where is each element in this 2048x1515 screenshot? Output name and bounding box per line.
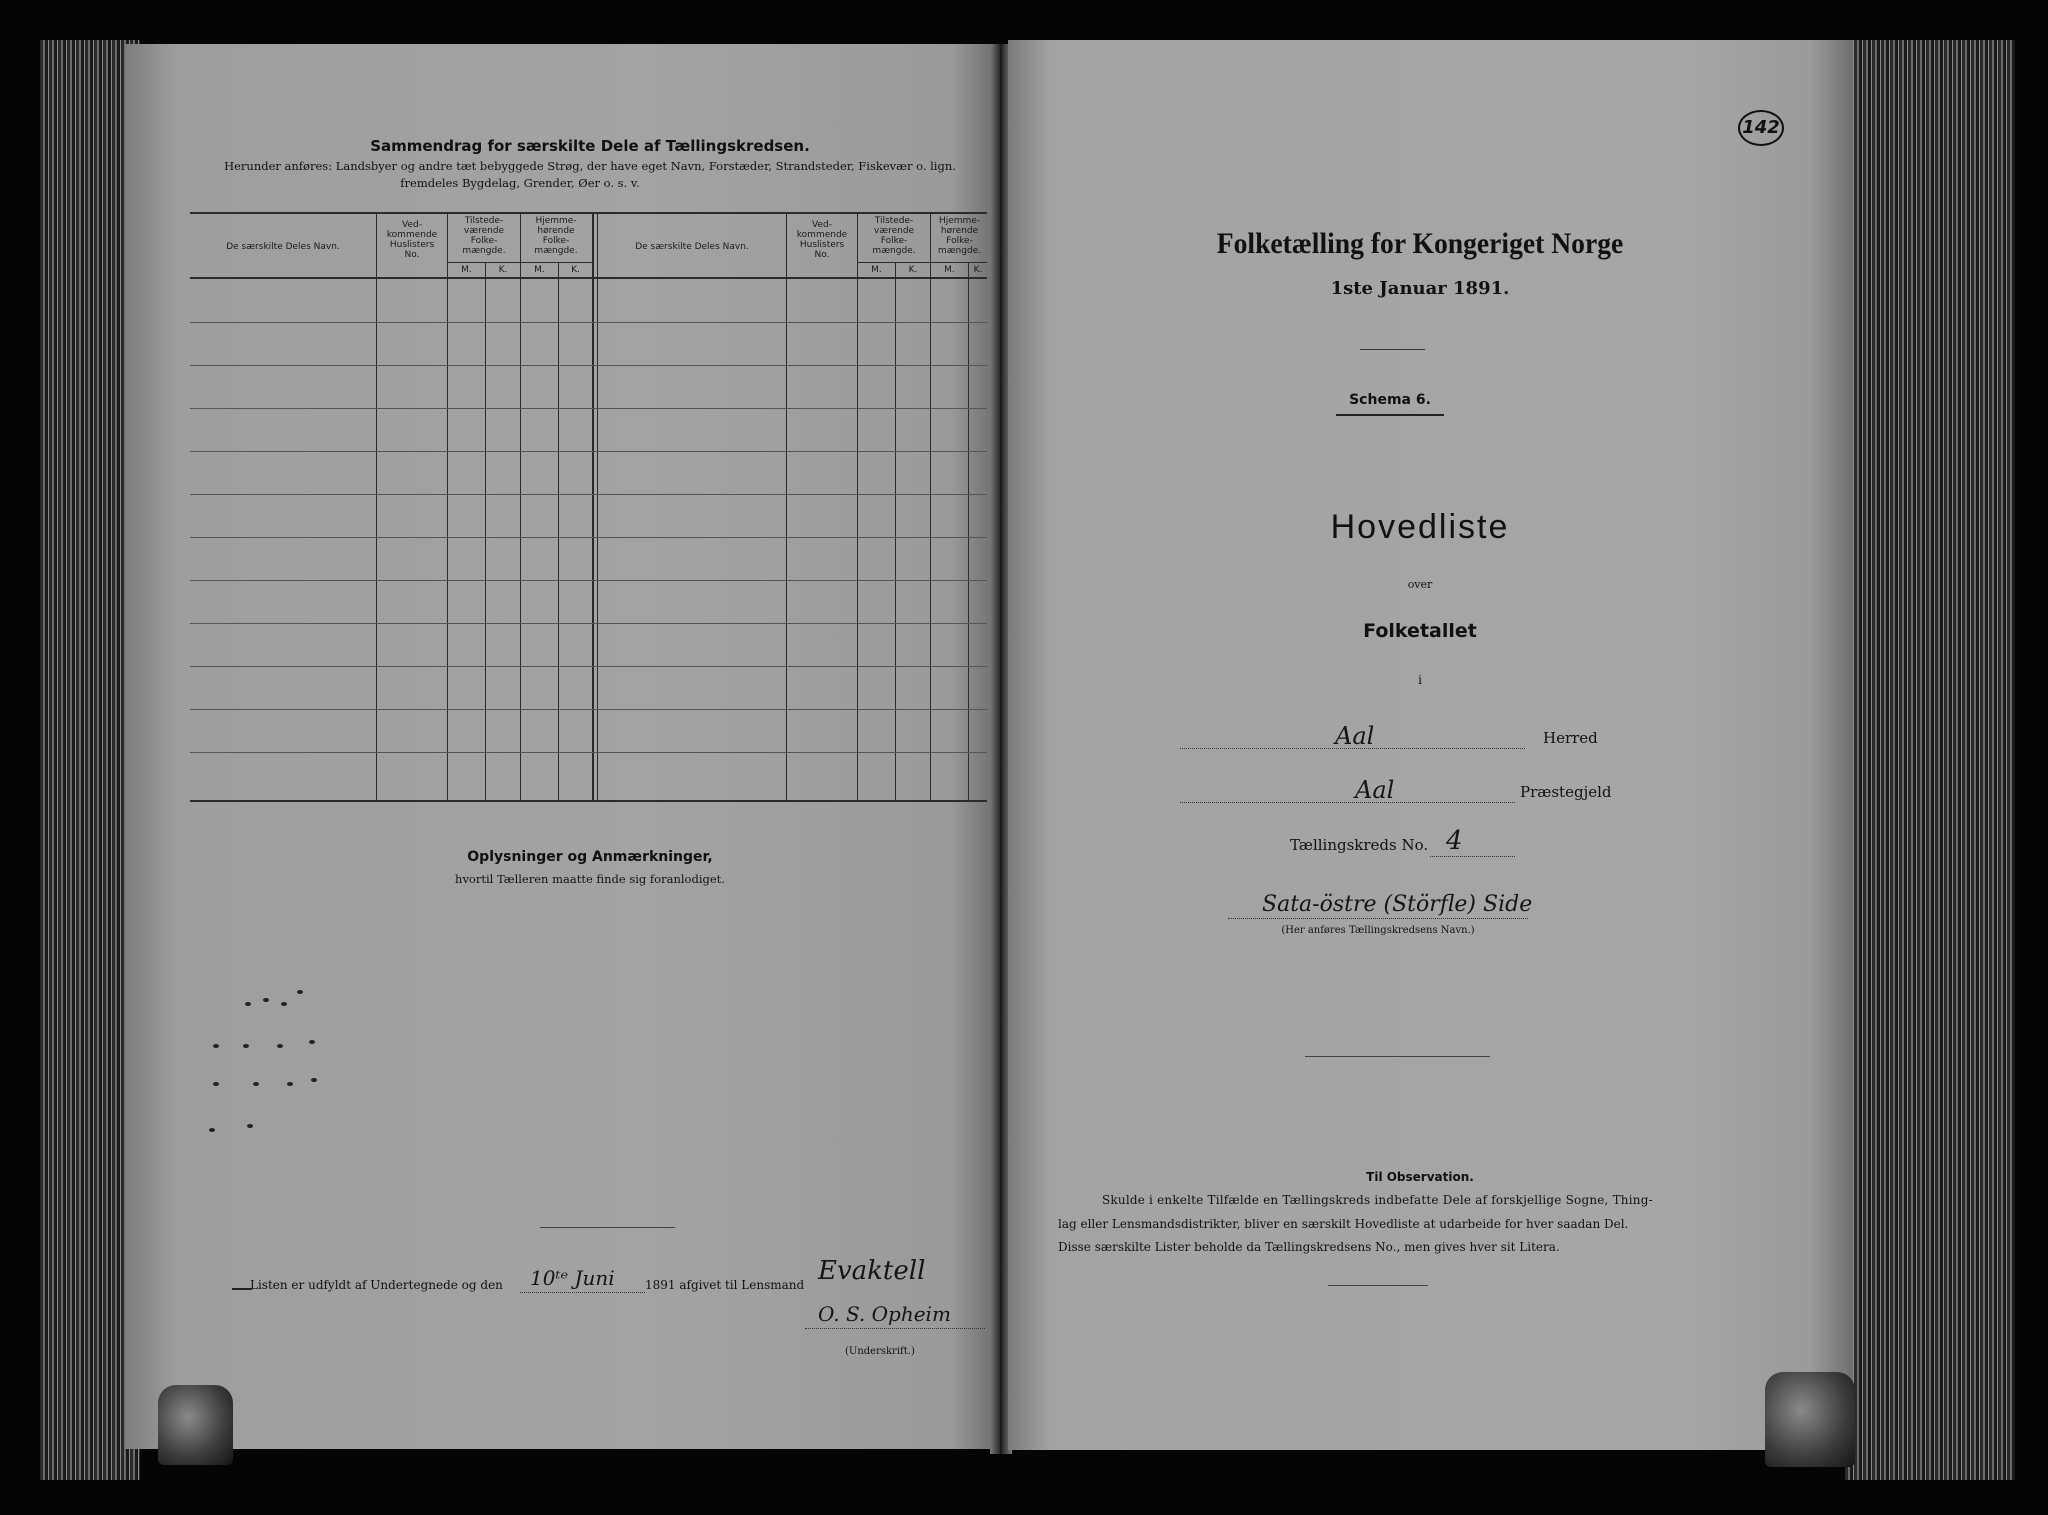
kreds-line (1430, 856, 1515, 857)
col-header-m: M. (534, 265, 545, 275)
signature-lensmand: Evaktell (818, 1256, 926, 1286)
herred-label: Herred (1543, 729, 1598, 747)
left-heading: Sammendrag for særskilte Dele af Tællingskredsen. (370, 137, 810, 155)
footer-date-handwritten: 10ᵗᵉ Juni (530, 1266, 615, 1290)
kreds-number: 4 (1446, 826, 1463, 856)
kreds-name-line (1228, 918, 1528, 919)
schema-label: Schema 6. (1349, 392, 1431, 408)
prestegjeld-line (1180, 802, 1515, 803)
col-header-house-list: Ved-kommende Huslisters No. (386, 220, 438, 260)
col-header-house-list: Ved-kommende Huslisters No. (796, 220, 848, 260)
col-header-name: De særskilte Deles Navn. (226, 242, 340, 252)
footer-dash-mark (232, 1288, 252, 1290)
book-right-edge (1845, 40, 2015, 1480)
left-subheading-2: fremdeles Bygdelag, Grender, Øer o. s. v. (400, 176, 640, 190)
separator-3 (1328, 1285, 1428, 1286)
folketallet-label: Folketallet (1363, 620, 1477, 642)
remarks-title: Oplysninger og Anmærkninger, (467, 849, 713, 865)
signature-line (805, 1328, 985, 1329)
thumb-right (1765, 1372, 1855, 1467)
prestegjeld-handwritten: Aal (1355, 776, 1395, 804)
col-header-resident-pop: Hjemme-hørende Folke-mængde. (937, 216, 982, 256)
kreds-name-caption: (Her anføres Tællingskredsens Navn.) (1281, 925, 1475, 936)
col-header-k: K. (571, 265, 580, 275)
herred-handwritten: Aal (1335, 722, 1375, 750)
col-header-resident-pop: Hjemme-hørende Folke-mængde. (534, 216, 578, 256)
kreds-name-handwritten: Sata-östre (Störfle) Side (1262, 892, 1533, 917)
summary-table (190, 212, 987, 802)
schema-underline (1336, 414, 1444, 416)
col-header-k: K. (973, 265, 983, 275)
main-title: Hovedliste (1330, 508, 1510, 546)
i-label: i (1418, 673, 1422, 687)
signature-label: (Underskrift.) (845, 1346, 915, 1357)
col-header-m: M. (871, 265, 882, 275)
signature-teller: O. S. Opheim (818, 1302, 951, 1326)
separator-1 (1360, 349, 1425, 350)
observation-line-1: Skulde i enkelte Tilfælde en Tællingskreds indbefatte Dele af forskjellige Sogne, Thing- (1102, 1193, 1653, 1207)
herred-line (1180, 748, 1525, 749)
census-date: 1ste Januar 1891. (1330, 278, 1510, 299)
col-header-present-pop: Tilstede-værende Folke-mængde. (872, 216, 916, 256)
observation-line-2: lag eller Lensmandsdistrikter, bliver en særskilt Hovedliste at udarbeide for hver saadan Del. (1058, 1217, 1629, 1231)
col-header-k: K. (908, 265, 918, 275)
col-header-k: K. (498, 265, 508, 275)
observation-title: Til Observation. (1366, 1170, 1474, 1184)
footer-text-2: 1891 afgivet til Lensmand (645, 1278, 805, 1292)
col-header-m: M. (461, 265, 472, 275)
kreds-label: Tællingskreds No. (1290, 836, 1429, 854)
left-subheading-1: Herunder anføres: Landsbyer og andre tæt bebyggede Strøg, der have eget Navn, Forstæder, Strandsteder, Fiskevær o. lign. (224, 159, 956, 173)
footer-text-1: Listen er udfyldt af Undertegnede og den (250, 1278, 503, 1292)
thumb-left (158, 1385, 233, 1465)
remarks-subtitle: hvortil Tælleren maatte finde sig foranlodiget. (455, 872, 725, 886)
footer-short-rule (540, 1227, 675, 1228)
page-number: 142 (1738, 110, 1784, 146)
col-header-present-pop: Tilstede-værende Folke-mængde. (462, 216, 506, 256)
over-label: over (1407, 578, 1433, 591)
col-header-m: M. (944, 265, 955, 275)
col-header-name: De særskilte Deles Navn. (635, 242, 749, 252)
census-title: Folketælling for Kongeriget Norge (1216, 227, 1624, 260)
footer-date-line (520, 1292, 645, 1293)
prestegjeld-label: Præstegjeld (1520, 783, 1612, 801)
observation-line-3: Disse særskilte Lister beholde da Tællingskredsens No., men gives hver sit Litera. (1058, 1240, 1560, 1254)
separator-2 (1305, 1056, 1490, 1057)
ink-specks (200, 980, 340, 1180)
